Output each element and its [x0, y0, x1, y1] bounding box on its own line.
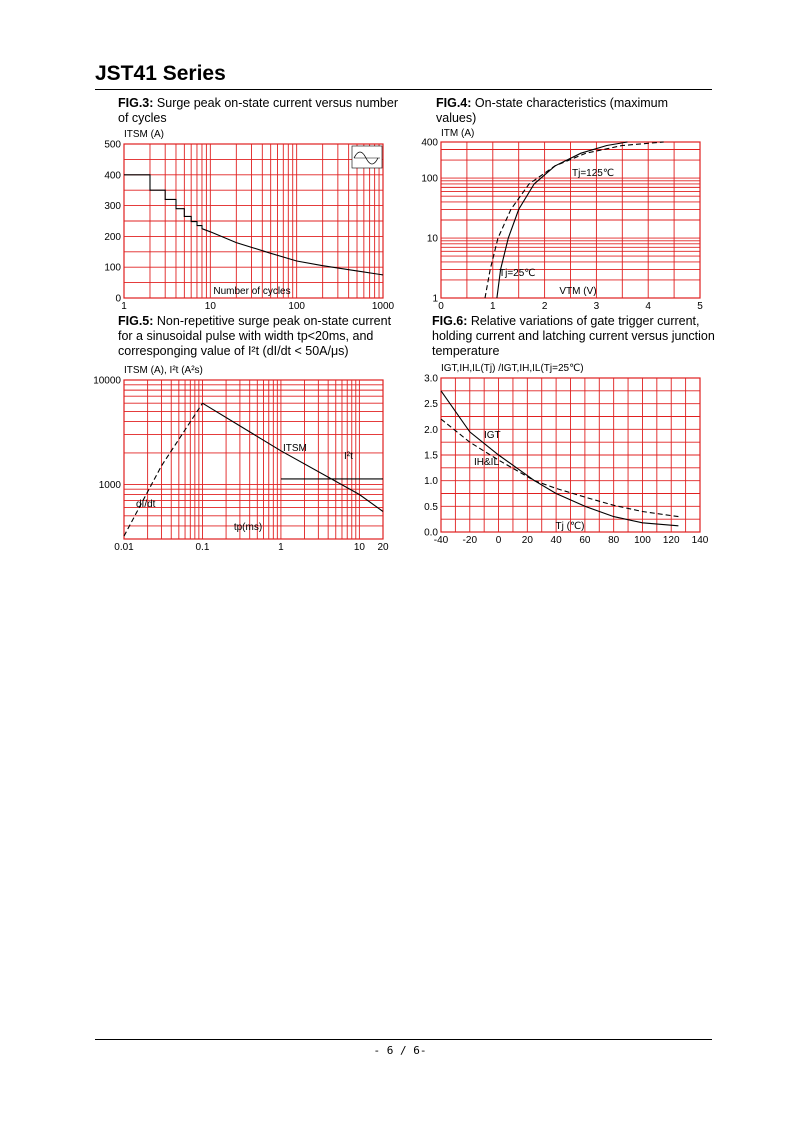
fig4-label: FIG.4: — [436, 96, 472, 110]
annotation-didt: dI/dt — [136, 499, 156, 510]
x-tick-label: 1 — [121, 301, 127, 312]
x-tick-label: 3 — [593, 301, 600, 312]
x-tick-label: 0.01 — [114, 542, 134, 553]
x-axis-label: VTM (V) — [559, 286, 597, 297]
annotation-ih-il: IH&IL — [474, 457, 500, 468]
y-tick-label: 1 — [432, 293, 438, 305]
page-number: - 6 / 6- — [373, 1044, 427, 1057]
x-axis-label: tp(ms) — [233, 522, 263, 533]
fig4-caption-text: On-state characteristics (maximum values) — [436, 96, 669, 125]
x-tick-label: 80 — [608, 535, 620, 546]
fig3-caption-text: Surge peak on-state current versus number of cycles — [118, 96, 399, 125]
y-tick-label: 1000 — [98, 479, 121, 491]
y-tick-label: 0.0 — [424, 527, 438, 539]
x-tick-label: 1000 — [371, 301, 395, 312]
y-tick-label: 2.0 — [424, 424, 438, 436]
fig3-label: FIG.3: — [118, 96, 154, 110]
y-tick-label: 500 — [104, 139, 121, 151]
y-axis-label: IGT,IH,IL(Tj) /IGT,IH,IL(Tj=25℃) — [441, 363, 584, 374]
x-axis-label: Number of cycles — [213, 286, 291, 297]
y-tick-label: 300 — [104, 201, 121, 213]
x-tick-label: 5 — [697, 301, 703, 312]
y-tick-label: 1.0 — [424, 476, 438, 488]
x-tick-label: 140 — [691, 535, 709, 546]
x-tick-label: 10 — [353, 542, 365, 553]
fig6-label: FIG.6: — [432, 314, 468, 328]
y-axis-label: ITSM (A), I²t (A²s) — [124, 365, 203, 376]
annotation-tj25: Tj=25℃ — [499, 268, 536, 279]
y-tick-label: 200 — [104, 231, 121, 243]
x-tick-label: 1 — [490, 301, 496, 312]
x-tick-label: -20 — [462, 535, 478, 546]
document-title: JST41 Series — [95, 62, 226, 85]
x-tick-label: 20 — [521, 535, 533, 546]
y-tick-label: 0 — [115, 293, 121, 305]
x-tick-label: 10 — [204, 301, 216, 312]
y-tick-label: 100 — [104, 262, 121, 274]
x-tick-label: 100 — [288, 301, 306, 312]
footer-divider — [95, 1039, 712, 1040]
x-tick-label: 0 — [495, 535, 502, 546]
x-tick-label: 1 — [278, 542, 284, 553]
x-tick-label: 0.1 — [195, 542, 210, 553]
y-tick-label: 3.0 — [424, 373, 438, 385]
x-tick-label: -40 — [433, 535, 449, 546]
x-tick-label: 40 — [550, 535, 562, 546]
x-tick-label: 100 — [634, 535, 651, 546]
y-tick-label: 1.5 — [424, 450, 438, 462]
y-tick-label: 400 — [421, 137, 438, 149]
y-tick-label: 400 — [104, 170, 121, 182]
y-tick-label: 10000 — [93, 375, 121, 387]
x-tick-label: 2 — [541, 301, 548, 312]
annotation-i2t: I²t — [344, 451, 353, 462]
x-tick-label: 120 — [662, 535, 680, 546]
fig5-label: FIG.5: — [118, 314, 154, 328]
y-tick-label: 10 — [426, 233, 438, 245]
annotation-igt: IGT — [484, 430, 501, 441]
y-axis-label: ITSM (A) — [124, 129, 164, 140]
annotation-itsm: ITSM — [283, 443, 307, 454]
x-tick-label: 20 — [377, 542, 389, 553]
y-axis-label: ITM (A) — [441, 128, 475, 139]
x-tick-label: 0 — [438, 301, 444, 312]
x-axis-label: Tj (℃) — [555, 521, 585, 532]
annotation-tj125: Tj=125℃ — [572, 168, 615, 179]
y-tick-label: 0.5 — [424, 501, 438, 513]
x-tick-label: 60 — [579, 535, 591, 546]
y-tick-label: 2.5 — [424, 399, 438, 411]
x-tick-label: 4 — [645, 301, 651, 312]
y-tick-label: 100 — [421, 173, 438, 185]
fig6-caption-text: Relative variations of gate trigger current, holding current and latching current versus junction temperature — [432, 314, 715, 358]
fig5-caption-text: Non-repetitive surge peak on-state current for a sinusoidal pulse with width tp<20ms, and corresponging value of I²t (dI/dt < 50A/μs) — [118, 314, 392, 358]
